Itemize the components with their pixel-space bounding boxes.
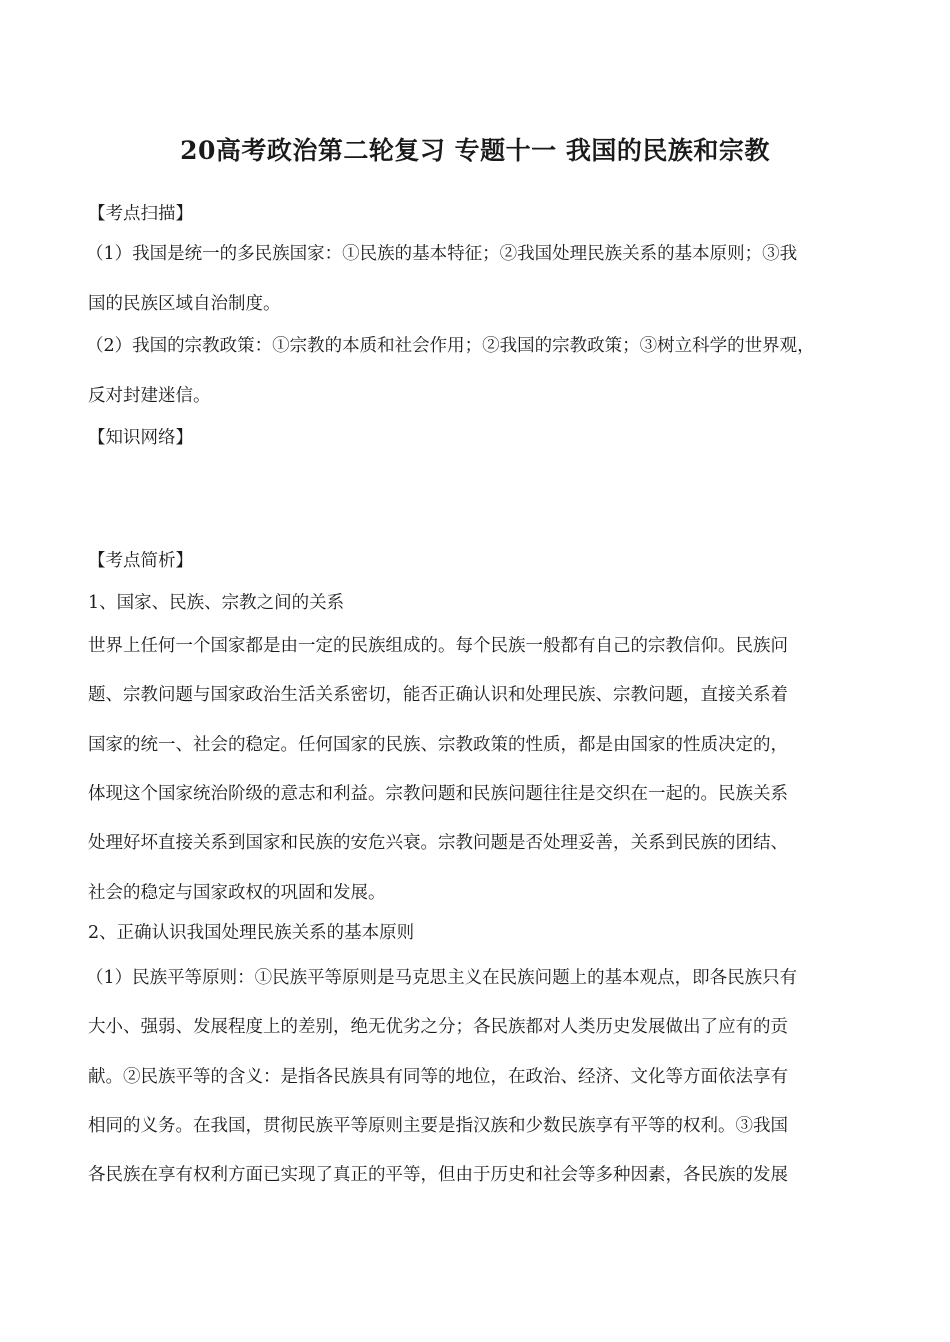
scan-item-2-line-2: 反对封建迷信。 bbox=[88, 386, 211, 406]
item1-line: 处理好坏直接关系到国家和民族的安危兴衰。宗教问题是否处理妥善，关系到民族的团结、 bbox=[88, 833, 788, 853]
page-title: 20高考政治第二轮复习 专题十一 我国的民族和宗教 bbox=[180, 136, 770, 165]
scan-item-1-line-2: 国的民族区域自治制度。 bbox=[88, 294, 281, 314]
item2-line: 相同的义务。在我国，贯彻民族平等原则主要是指汉族和少数民族享有平等的权利。③我国 bbox=[88, 1116, 788, 1136]
network-heading: 【知识网络】 bbox=[88, 428, 193, 448]
scan-heading: 【考点扫描】 bbox=[88, 204, 193, 224]
item1-heading: 1、国家、民族、宗教之间的关系 bbox=[88, 593, 345, 613]
item2-line: 献。②民族平等的含义：是指各民族具有同等的地位，在政治、经济、文化等方面依法享有 bbox=[88, 1067, 788, 1087]
item1-line: 题、宗教问题与国家政治生活关系密切，能否正确认识和处理民族、宗教问题，直接关系着 bbox=[88, 685, 788, 705]
item2-line: 大小、强弱、发展程度上的差别，绝无优劣之分；各民族都对人类历史发展做出了应有的贡 bbox=[88, 1017, 788, 1037]
scan-item-2-line-1: （2）我国的宗教政策：①宗教的本质和社会作用；②我国的宗教政策；③树立科学的世界观， bbox=[86, 336, 815, 356]
item1-line: 国家的统一、社会的稳定。任何国家的民族、宗教政策的性质，都是由国家的性质决定的， bbox=[88, 735, 788, 755]
item2-line: （1）民族平等原则：①民族平等原则是马克思主义在民族问题上的基本观点，即各民族只有 bbox=[86, 968, 798, 988]
analysis-heading: 【考点简析】 bbox=[88, 551, 193, 571]
scan-item-1-line-1: （1）我国是统一的多民族国家：①民族的基本特征；②我国处理民族关系的基本原则；③我 bbox=[86, 244, 798, 264]
item2-line: 各民族在享有权利方面已实现了真正的平等，但由于历史和社会等多种因素，各民族的发展 bbox=[88, 1165, 788, 1185]
item2-heading: 2、正确认识我国处理民族关系的基本原则 bbox=[88, 923, 415, 943]
item1-line: 体现这个国家统治阶级的意志和利益。宗教问题和民族问题往往是交织在一起的。民族关系 bbox=[88, 784, 788, 804]
item1-line: 世界上任何一个国家都是由一定的民族组成的。每个民族一般都有自己的宗教信仰。民族问 bbox=[88, 636, 788, 656]
item1-line: 社会的稳定与国家政权的巩固和发展。 bbox=[88, 883, 386, 903]
